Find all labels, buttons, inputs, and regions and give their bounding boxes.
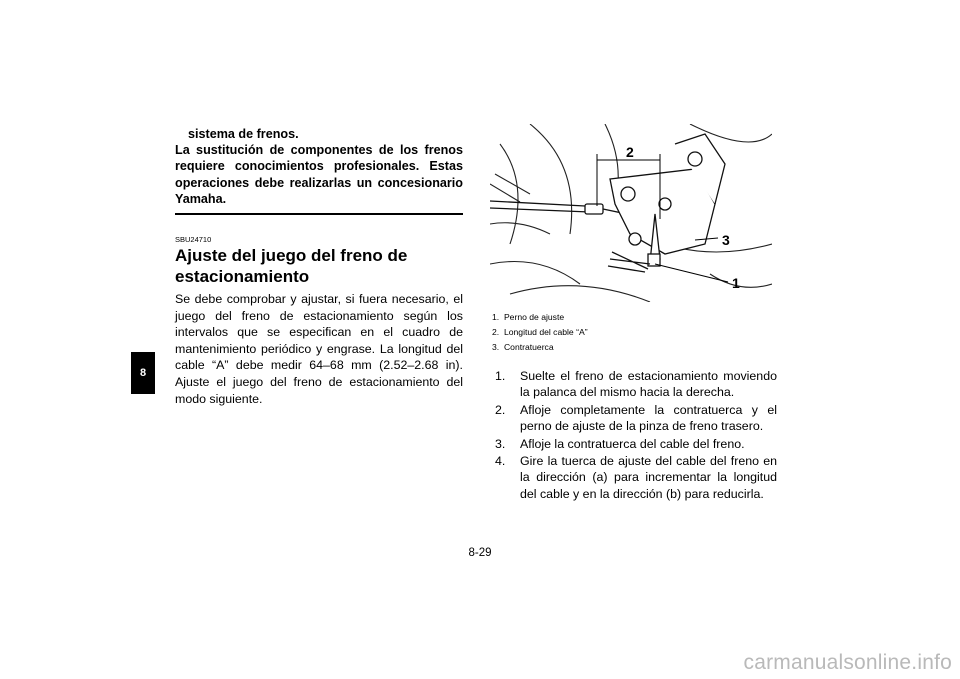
caption-item (492, 340, 774, 355)
section-body: Se debe comprobar y ajustar, si fuera necesario, el juego del freno de estacionamiento según los intervalos que se especifican en el cuadro de mantenimiento periódico y engrase. La longitud del cable “A” debe medir 64–68 mm (2.52–2.68 in). Ajuste el juego del freno de estacionamiento del modo siguiente. (175, 292, 463, 406)
step-item (495, 436, 777, 452)
chapter-tab (131, 352, 155, 394)
frame-curve (500, 144, 518, 244)
step-number: 2. (495, 402, 506, 417)
step-text: Afloje completamente la contratuerca y el perno de ajuste de la pinza de freno trasero. (520, 402, 777, 434)
step-text: Afloje la contratuerca del cable del freno. (520, 436, 745, 451)
brake-illustration (490, 124, 772, 302)
procedure-steps (495, 368, 777, 503)
callout-3: 3 (722, 232, 730, 248)
caption-text: Perno de ajuste (503, 312, 565, 322)
step-item (495, 368, 777, 401)
warning-divider (175, 213, 463, 215)
chapter-tab-label: 8 (139, 367, 147, 379)
frame-curve (490, 174, 530, 202)
frame-curve (490, 223, 550, 234)
left-column (175, 126, 463, 407)
step-text: Suelte el freno de estacionamiento moviendo la palanca del mismo hacia la derecha. (520, 369, 777, 400)
caption-number: 1. (492, 312, 500, 322)
figure-captions (492, 310, 774, 355)
frame-curve (530, 124, 572, 234)
brake-cable (490, 208, 590, 212)
brake-cable (490, 201, 585, 206)
callout-2: 2 (626, 144, 634, 160)
cable-adjuster-nut (585, 204, 603, 214)
caption-item (492, 310, 774, 325)
caption-item (492, 325, 774, 340)
page-number: 8-29 (468, 547, 492, 559)
caption-text: Longitud del cable “A” (503, 327, 588, 337)
watermark: carmanualsonline.info (743, 651, 952, 674)
caliper-bolt (621, 187, 635, 201)
leader-line (655, 264, 728, 282)
warning-text-continued: sistema de frenos. (188, 127, 299, 141)
frame-curve (605, 124, 618, 184)
step-item (495, 402, 777, 435)
step-number: 1. (495, 369, 506, 383)
caption-number: 3. (492, 342, 500, 352)
adjusting-spring (608, 252, 650, 272)
caption-number: 2. (492, 327, 500, 337)
caption-text: Contratuerca (503, 342, 554, 352)
step-text: Gire la tuerca de ajuste del cable del freno en la dirección (a) para incrementar la longitud del cable y en la dirección (b) para reducirla. (520, 454, 777, 501)
caliper-bolt (659, 198, 671, 210)
brake-caliper (610, 169, 715, 254)
section-title: Ajuste del juego del freno de estacionamiento (175, 246, 408, 287)
callout-1: 1 (732, 275, 740, 291)
caliper-bolt (688, 152, 702, 166)
frame-curve (710, 274, 772, 287)
warning-text: La sustitución de componentes de los frenos requiere conocimientos profesionales. Estas operaciones debe realizarlas un concesionario Yamaha. (175, 143, 463, 206)
caliper-bolt (629, 233, 641, 245)
step-item (495, 453, 777, 502)
section-code: SBU24710 (175, 235, 212, 245)
frame-curve (490, 262, 580, 285)
brake-figure (490, 124, 772, 302)
frame-curve (510, 286, 650, 302)
step-number: 4. (495, 454, 506, 469)
step-number: 3. (495, 436, 506, 451)
